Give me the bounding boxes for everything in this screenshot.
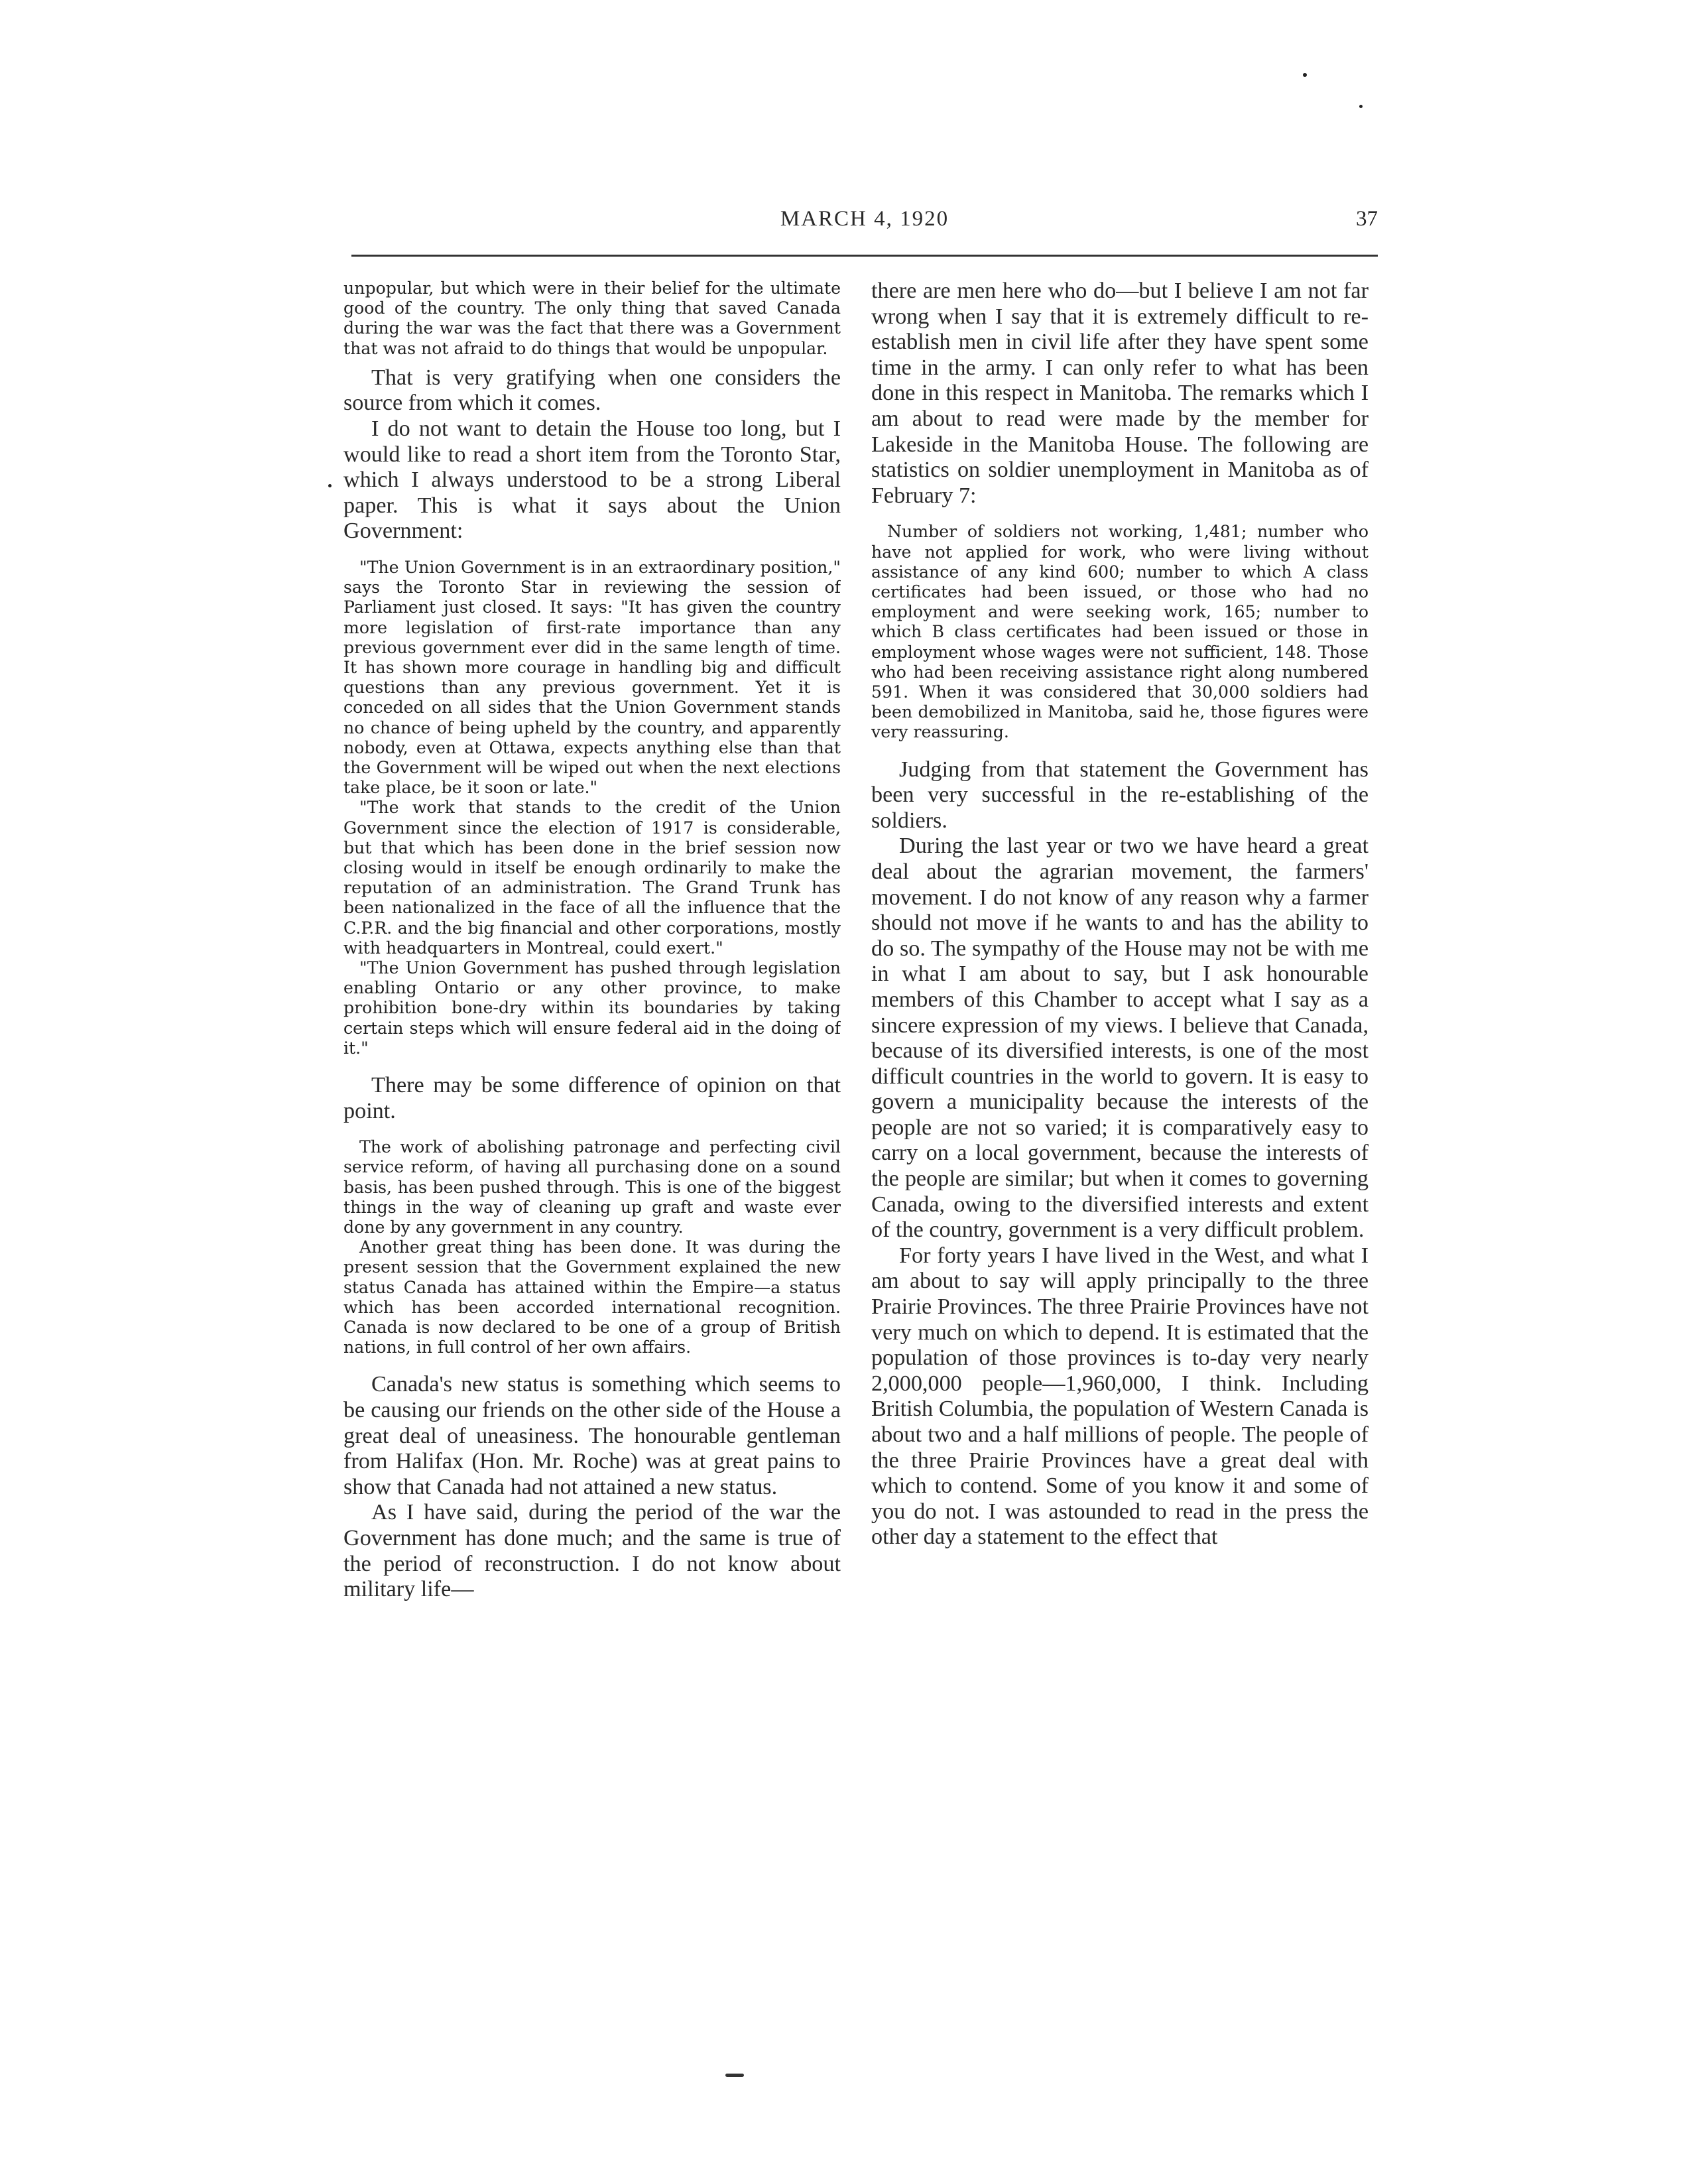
speck-mark [1359, 105, 1363, 108]
body-paragraph: During the last year or two we have heard a great deal about the agrarian movement, the farmers' movement. I do not know of any reason why a farmer should not move if he wants to and has the ability to do so. The sympathy of the House may not be with me in what I am about to say, but I ask honourable members of this Chamber to accept what I say as a sincere expression of my views. I believe that Canada, because of its diversified interests, is one of the most difficult countries in the world to govern. It is easy to govern a municipality because the interests of the people are not so varied; it is comparatively easy to carry on a local government, because the interests of the people are similar; but when it comes to governing Canada, owing to the diversified interests and extent of the country, government is a very difficult problem. [871, 834, 1369, 1243]
right-column [871, 279, 1369, 2155]
quote-paragraph: "The work that stands to the credit of the Union Government since the election of 1917 is considerable, but that which has been done in the brief session now closing would in itself be enough ordinarily to make the reputation of an administration. The Grand Trunk has been nationalized in the face of all the influence that the C.P.R. and the big financial and other corporations, mostly with headquarters in Montreal, could exert." [343, 798, 841, 958]
body-paragraph: there are men here who do—but I believe I am not far wrong when I say that it is extremely difficult to re-establish men in civil life after they have spent some time in the army. I can only refer to what has been done in this respect in Manitoba. The remarks which I am about to read were made by the member for Lakeside in the Manitoba House. The following are statistics on soldier unemployment in Manitoba as of February 7: [871, 279, 1369, 508]
quote-paragraph: Number of soldiers not working, 1,481; number who have not applied for work, who were living without assistance of any kind 600; number to which A class certificates had been issued, or those who had no employment and were seeking work, 165; number to which B class certificates had been issued or those in employment whose wages were not sufficient, 148. Those who had been receiving assistance right along numbered 591. When it was considered that 30,000 soldiers had been demobilized in Manitoba, said he, those figures were very reassuring. [871, 522, 1369, 742]
body-paragraph: Canada's new status is something which seems to be causing our friends on the other side of the House a great deal of uneasiness. The honourable gentleman from Halifax (Hon. Mr. Roche) was at great pains to show that Canada had not attained a new status. [343, 1372, 841, 1499]
page-header [351, 204, 1378, 257]
dash-mark [725, 2074, 744, 2077]
speck-mark [1303, 73, 1307, 77]
speck-mark [328, 484, 332, 487]
quote-paragraph: unpopular, but which were in their belief for the ultimate good of the country. The only thing that saved Canada during the war was the fact that there was a Government that was not afraid to do things that would be unpopular. [343, 279, 841, 358]
body-paragraph: I do not want to detain the House too long, but I would like to read a short item from the Toronto Star, which I always understood to be a strong Liberal paper. This is what it says about the Union Government: [343, 416, 841, 544]
quote-paragraph: "The Union Government is in an extraordinary position," says the Toronto Star in reviewing the session of Parliament just closed. It says: "It has given the country more legislation of first-rate importance than any previous government ever did in the same length of time. It has shown more courage in handling big and difficult questions than any previous government. Yet it is conceded on all sides that the Union Government stands no chance of being upheld by the country, and apparently nobody, even at Ottawa, expects anything else than that the Government will be wiped out when the next elections take place, be it soon or late." [343, 557, 841, 798]
left-column [343, 279, 841, 2155]
quote-paragraph: Another great thing has been done. It was during the present session that the Government explained the new status Canada has attained within the Empire—a status which has been accorded international recognition. Canada is now declared to be one of a group of British nations, in full control of her own affairs. [343, 1237, 841, 1357]
body-paragraph: Judging from that statement the Government has been very successful in the re-establishing of the soldiers. [871, 757, 1369, 833]
quote-paragraph: "The Union Government has pushed through legislation enabling Ontario or any other province, to make prohibition bone-dry within its boundaries by taking certain steps which will ensure federal aid in the doing of it." [343, 958, 841, 1058]
page-date: MARCH 4, 1920 [780, 207, 949, 231]
page-number: 37 [1356, 207, 1378, 231]
body-paragraph: As I have said, during the period of the war the Government has done much; and the same is true of the period of reconstruction. I do not know about military life— [343, 1500, 841, 1602]
body-paragraph: For forty years I have lived in the West, and what I am about to say will apply principally to the three Prairie Provinces. The three Prairie Provinces have not very much on which to depend. It is estimated that the population of those provinces is to-day very nearly 2,000,000 people—1,960,000, I think. Including British Columbia, the population of Western Canada is about two and a half millions of people. The people of the three Prairie Provinces have a great deal with which to contend. Some of you know it and some of you do not. I was astounded to read in the press the other day a statement to the effect that [871, 1243, 1369, 1550]
body-paragraph: That is very gratifying when one considers the source from which it comes. [343, 365, 841, 416]
body-paragraph: There may be some difference of opinion on that point. [343, 1073, 841, 1123]
quote-paragraph: The work of abolishing patronage and perfecting civil service reform, of having all purchasing done on a sound basis, has been pushed through. This is one of the biggest things in the way of cleaning up graft and waste ever done by any government in any country. [343, 1137, 841, 1237]
